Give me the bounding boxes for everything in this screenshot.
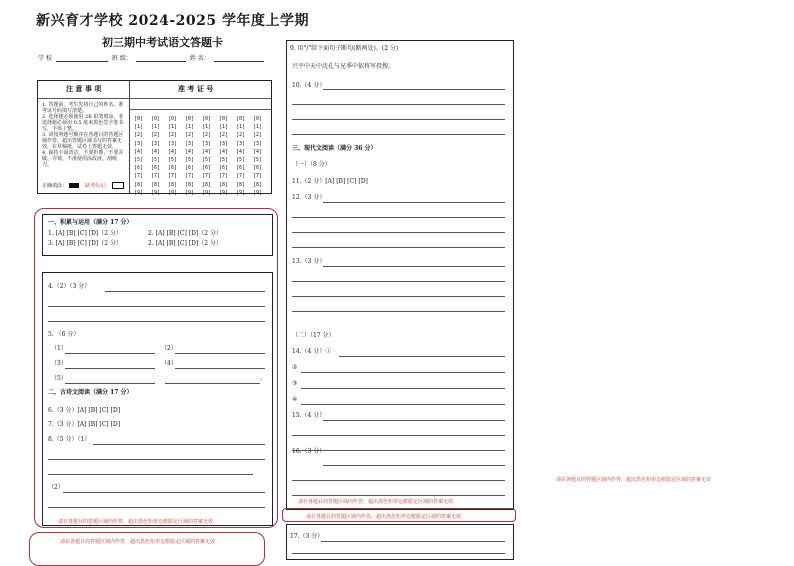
exam-id-bubble[interactable]: [7] [219,173,229,180]
exam-id-bubble[interactable]: [6] [168,165,178,172]
exam-id-bubble[interactable]: [5] [134,157,144,164]
q5-4-label: （4） [161,360,177,367]
school-field[interactable] [56,54,108,62]
exam-id-bubble[interactable]: [9] [253,189,263,196]
q8-label: 8.（5 分）（1） [48,436,91,443]
exam-id-column [236,115,245,197]
exam-id-bubble[interactable]: [3] [134,140,144,147]
exam-id-bubble[interactable]: [4] [219,148,229,155]
exam-id-heading: 准 考 证 号 [178,84,214,93]
exam-id-bubble[interactable]: [0] [185,116,195,122]
exam-id-column [168,115,177,197]
exam-id-bubble[interactable]: [1] [202,124,212,131]
notice-list [42,102,126,168]
q9-text: 兴平中天中沈孔与兄季中依将军投搜。 [292,63,395,70]
exam-id-bubble[interactable]: [9] [236,189,246,196]
exam-id-bubble[interactable]: [5] [236,157,246,164]
middle-warning-2: 请在各题目的答题区域内作答，超出黑色矩形边框限定区域的答案无效 [306,514,462,520]
q5-end: 。 [260,375,267,382]
q1-options[interactable]: 1. [A] [B] [C] [D]（2 分） [48,230,122,237]
exam-id-bubble[interactable]: [2] [236,132,246,139]
section1-box [42,214,273,256]
exam-id-bubble[interactable]: [8] [168,181,178,188]
exam-id-bubble[interactable]: [6] [253,165,263,172]
exam-id-bubble[interactable]: [8] [236,181,246,188]
section2-box [42,272,273,526]
exam-id-bubble[interactable]: [0] [253,116,263,122]
q7-options[interactable]: 7.（3 分）[A] [B] [C] [D] [48,421,121,428]
exam-id-bubble[interactable]: [5] [168,157,178,164]
notice-item: 1. 答题前，考生先将自己的姓名、准考证号码填写清楚。 [42,102,124,114]
exam-id-column [151,115,160,197]
name-label: 姓 名： [189,55,210,62]
exam-id-bubble[interactable]: [9] [134,189,144,196]
exam-id-bubble[interactable]: [3] [151,140,161,147]
section2-heading: 二、古诗文阅读（满分 17 分） [48,389,133,396]
exam-id-bubble[interactable]: [0] [236,116,246,122]
exam-id-bubble[interactable]: [1] [185,124,195,131]
notice-heading-line [38,98,271,99]
exam-id-bubble[interactable]: [9] [219,189,229,196]
exam-id-bubble[interactable]: [4] [236,148,246,155]
fill-missing-label: 缺考标记： [85,182,111,189]
exam-id-column [134,115,143,197]
q10-label: 10.（4 分） [292,82,326,89]
exam-id-bubble[interactable]: [4] [134,148,144,155]
exam-id-bubble[interactable]: [8] [185,181,195,188]
part1-label: （一）（8 分） [292,161,331,168]
q3-options[interactable]: 3. [A] [B] [C] [D]（2 分） [48,240,122,247]
notice-box [37,80,272,194]
exam-id-bubble[interactable]: [2] [219,132,229,139]
q5-5-label: （5） [51,375,67,382]
exam-id-bubble[interactable]: [3] [253,140,263,147]
q16-label: 16.（3 分） [292,448,326,455]
exam-id-grid[interactable] [134,115,270,196]
exam-id-bubble[interactable]: [1] [219,124,229,131]
exam-id-bubble[interactable]: [4] [151,148,161,155]
exam-id-bubble[interactable]: [4] [185,148,195,155]
middle-warning-1: 请在各题目的答题区域内作答，超出黑色矩形边框限定区域的答案无效 [298,499,454,505]
exam-id-bubble[interactable]: [2] [151,132,161,139]
exam-id-bubble[interactable]: [3] [219,140,229,147]
q5-2-label: （2） [161,345,177,352]
section1-heading: 一、积累与运用（满分 17 分） [48,219,133,226]
notice-heading: 注 意 事 项 [66,84,102,93]
exam-id-bubble[interactable]: [1] [236,124,246,131]
exam-id-bubble[interactable]: [2] [168,132,178,139]
q6-options[interactable]: 6.（3 分）[A] [B] [C] [D] [48,407,121,414]
middle-column-box [286,40,514,510]
q13-label: 13.（3 分） [292,258,326,265]
student-info-row [38,53,264,62]
q15-label: 15.（4 分） [292,412,326,419]
q14-label: 14.（4 分）① [292,348,332,355]
page-subtitle: 初三期中考试语文答题卡 [102,36,223,49]
exam-id-bubble[interactable]: [7] [134,173,144,180]
exam-id-bubble[interactable]: [0] [168,116,178,122]
exam-id-bubble[interactable]: [8] [151,181,161,188]
exam-id-bubble[interactable]: [7] [236,173,246,180]
q14-4-label: ④ [292,396,298,403]
class-field[interactable] [136,54,186,62]
exam-id-bubble[interactable]: [6] [134,165,144,172]
exam-id-column [202,115,211,197]
middle-bottom-frame [282,508,516,522]
exam-id-bubble[interactable]: [2] [202,132,212,139]
exam-id-bubble[interactable]: [0] [134,116,144,122]
exam-id-bubble[interactable]: [7] [253,173,263,180]
notice-item: 3. 请按照题号顺序在各题目的答题区域作答，超出答题区域书写的答案无效，在草稿纸、试卷上答题无效。 [42,132,124,150]
exam-id-bubble[interactable]: [8] [202,181,212,188]
q14-2-label: ② [292,364,298,371]
notice-item: 4. 保持卡面清洁，不要折叠，不要弄破、弄皱，不准使用涂改液、刮纸刀。 [42,150,124,168]
filled-mark-icon [69,183,79,188]
fill-example [42,182,124,189]
notice-item: 2. 选择题必须使用 2B 铅笔填涂，非选择题必须用 0.5 毫米黑色签字笔书写，字体工整。 [42,114,124,132]
exam-id-bubble[interactable]: [3] [236,140,246,147]
exam-id-bubble[interactable]: [7] [185,173,195,180]
q9-label: 9. 用"/"给下面句子断句(断两处)。(2 分) [290,45,399,52]
exam-id-bubble[interactable]: [5] [253,157,263,164]
exam-id-bubble[interactable]: [2] [253,132,263,139]
exam-id-column [219,115,228,197]
exam-id-bubble[interactable]: [6] [151,165,161,172]
exam-id-bubble[interactable]: [3] [185,140,195,147]
exam-id-bubble[interactable]: [8] [253,181,263,188]
q5-3-label: （3） [51,360,67,367]
exam-id-bubble[interactable]: [5] [219,157,229,164]
q5-label: 5. （6 分） [48,331,80,338]
q14-3-label: ③ [292,380,298,387]
q5-1-label: （1） [51,345,67,352]
exam-id-bubble[interactable]: [6] [185,165,195,172]
missing-mark-box[interactable] [112,182,124,189]
exam-id-bubble[interactable]: [4] [168,148,178,155]
exam-id-bubble[interactable]: [5] [202,157,212,164]
q17-label: 17.（3 分） [290,533,324,540]
q11-options[interactable]: 11.（2 分）[A] [B] [C] [D] [292,178,368,185]
exam-id-bubble[interactable]: [3] [202,140,212,147]
exam-id-bubble[interactable]: [2] [185,132,195,139]
fill-correct-label: 正确填涂： [42,182,68,189]
exam-id-bubble[interactable]: [9] [185,189,195,196]
exam-id-bubble[interactable]: [9] [151,189,161,196]
bottom-left-warning: 请在各题目的答题区域内作答，超出黑色矩形边框限定区域的答案无效 [60,539,216,545]
exam-id-bubble[interactable]: [5] [185,157,195,164]
exam-id-bubble[interactable]: [1] [253,124,263,131]
exam-id-bubble[interactable]: [6] [219,165,229,172]
exam-id-column [253,115,262,197]
exam-id-bubble[interactable]: [7] [151,173,161,180]
exam-id-bubble[interactable]: [1] [134,124,144,131]
q12-label: 12.（3 分） [292,194,326,201]
page-title: 新兴育才学校 2024-2025 学年度上学期 [36,13,309,29]
exam-id-bubble[interactable]: [9] [202,189,212,196]
exam-id-write-line [129,109,271,110]
class-label: 班 级： [111,55,132,62]
exam-id-bubble[interactable]: [4] [253,148,263,155]
right-warning: 请在各题目的答题区域内作答，超出黑色矩形边框限定区域的答案无效 [556,477,712,483]
exam-id-bubble[interactable]: [0] [219,116,229,122]
exam-id-bubble[interactable]: [9] [168,189,178,196]
exam-id-bubble[interactable]: [7] [202,173,212,180]
exam-id-bubble[interactable]: [8] [134,181,144,188]
exam-id-bubble[interactable]: [0] [151,116,161,122]
school-label: 学 校 [38,55,52,62]
q2-options[interactable]: 2. [A] [B] [C] [D]（2 分） [148,230,222,237]
q17-box [286,524,514,560]
section3-heading: 三、现代文阅读（满分 36 分） [292,145,377,152]
exam-id-bubble[interactable]: [6] [236,165,246,172]
name-field[interactable] [214,54,264,62]
q4-label: 4.（2）（3 分） [48,283,91,290]
q8-2-label: （2） [48,484,64,491]
exam-id-bubble[interactable]: [7] [168,173,178,180]
exam-id-bubble[interactable]: [0] [202,116,212,122]
part2-label: （二）（17 分） [292,332,335,339]
left-warning: 请在各题目的答题区域内作答，超出黑色矩形边框限定区域的答案无效 [58,519,214,525]
exam-id-bubble[interactable]: [1] [151,124,161,131]
exam-id-bubble[interactable]: [4] [202,148,212,155]
exam-id-bubble[interactable]: [5] [151,157,161,164]
exam-id-bubble[interactable]: [2] [134,132,144,139]
exam-id-bubble[interactable]: [6] [202,165,212,172]
exam-id-bubble[interactable]: [3] [168,140,178,147]
exam-id-bubble[interactable]: [8] [219,181,229,188]
q2b-options[interactable]: 2. [A] [B] [C] [D]（2 分） [148,240,222,247]
exam-id-column [185,115,194,197]
exam-id-bubble[interactable]: [1] [168,124,178,131]
